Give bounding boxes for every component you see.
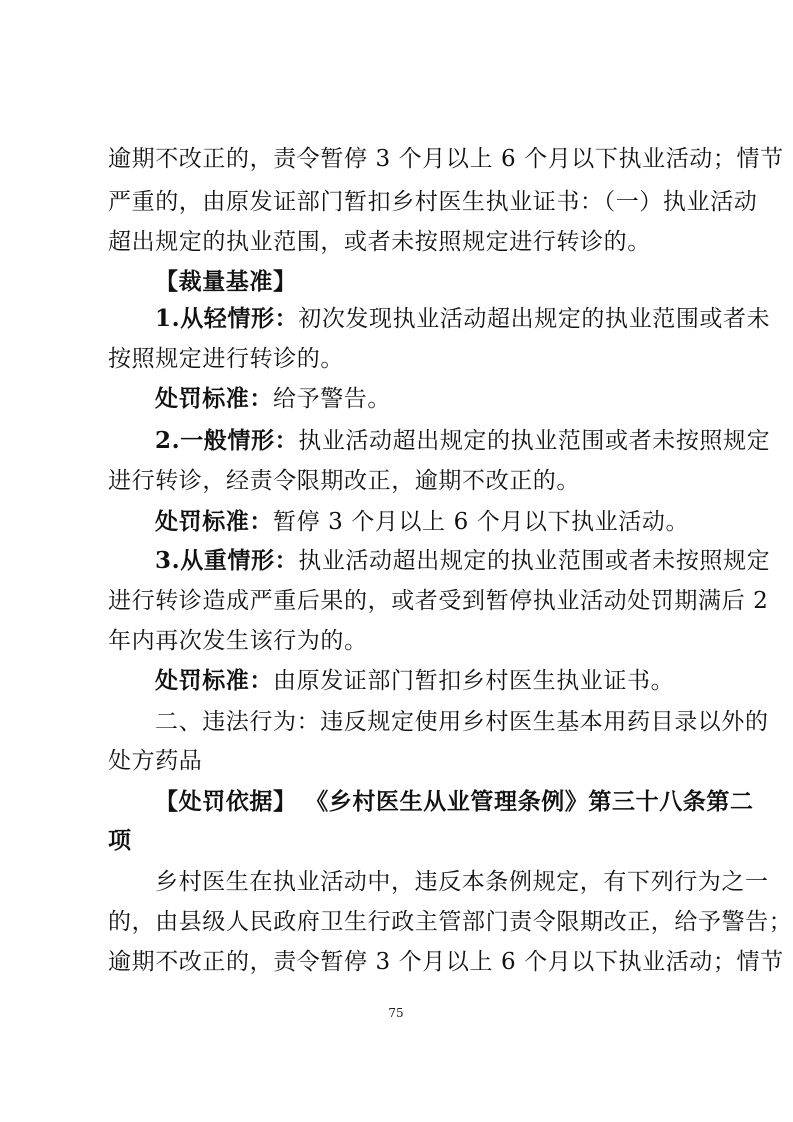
case-text: 执业活动超出规定的执业范围或者未按照规定 [298,428,771,454]
paragraph-line [155,300,771,338]
case-text: 执业活动超出规定的执业范围或者未按照规定 [298,548,771,574]
case-label-general: 2.一般情形： [155,427,299,454]
paragraph-line: 处方药品 [108,748,203,774]
penalty-label: 处罚标准： [155,667,273,694]
case-label-severe: 3.从重情形： [155,547,299,574]
paragraph-line [155,662,698,700]
penalty-text: 给予警告。 [273,386,391,412]
paragraph-line: 项 [108,827,132,854]
paragraph-line: 进行转诊造成严重后果的，或者受到暂停执业活动处罚期满后 2 [108,588,769,614]
paragraph-line: 严重的，由原发证部门暂扣乡村医生执业证书：（一）执业活动 [108,189,758,215]
section-heading-discretion-standard: 【裁量基准】 [155,268,297,295]
paragraph-line: 的，由县级人民政府卫生行政主管部门责令限期改正，给予警告； [108,909,793,935]
penalty-text: 由原发证部门暂扣乡村医生执业证书。 [273,668,675,694]
paragraph-line: 年内再次发生该行为的。 [108,628,368,654]
penalty-text: 暂停 3 个月以上 6 个月以下执业活动。 [273,509,690,535]
page-number: 75 [388,1006,404,1020]
penalty-label: 处罚标准： [155,385,273,412]
paragraph-line [155,380,698,418]
section-heading-violation: 二、违法行为：违反规定使用乡村医生基本用药目录以外的 [155,709,769,735]
penalty-label: 处罚标准： [155,508,273,535]
paragraph-line [155,422,771,460]
case-text: 初次发现执业活动超出规定的执业范围或者未 [298,306,771,332]
paragraph-line: 进行转诊，经责令限期改正，逾期不改正的。 [108,468,580,494]
paragraph-line: 乡村医生在执业活动中，违反本条例规定，有下列行为之一 [155,869,769,895]
paragraph-line [155,542,771,580]
paragraph-line: 超出规定的执业范围，或者未按照规定进行转诊的。 [108,229,651,255]
case-label-lenient: 1.从轻情形： [155,305,299,332]
paragraph-line: 逾期不改正的，责令暂停 3 个月以上 6 个月以下执业活动；情节 [108,146,784,172]
paragraph-line [155,503,698,541]
penalty-basis-heading: 【处罚依据】 《乡村医生从业管理条例》第三十八条第二 [155,788,754,815]
paragraph-line: 逾期不改正的，责令暂停 3 个月以上 6 个月以下执业活动；情节 [108,949,784,975]
paragraph-line: 按照规定进行转诊的。 [108,346,344,372]
